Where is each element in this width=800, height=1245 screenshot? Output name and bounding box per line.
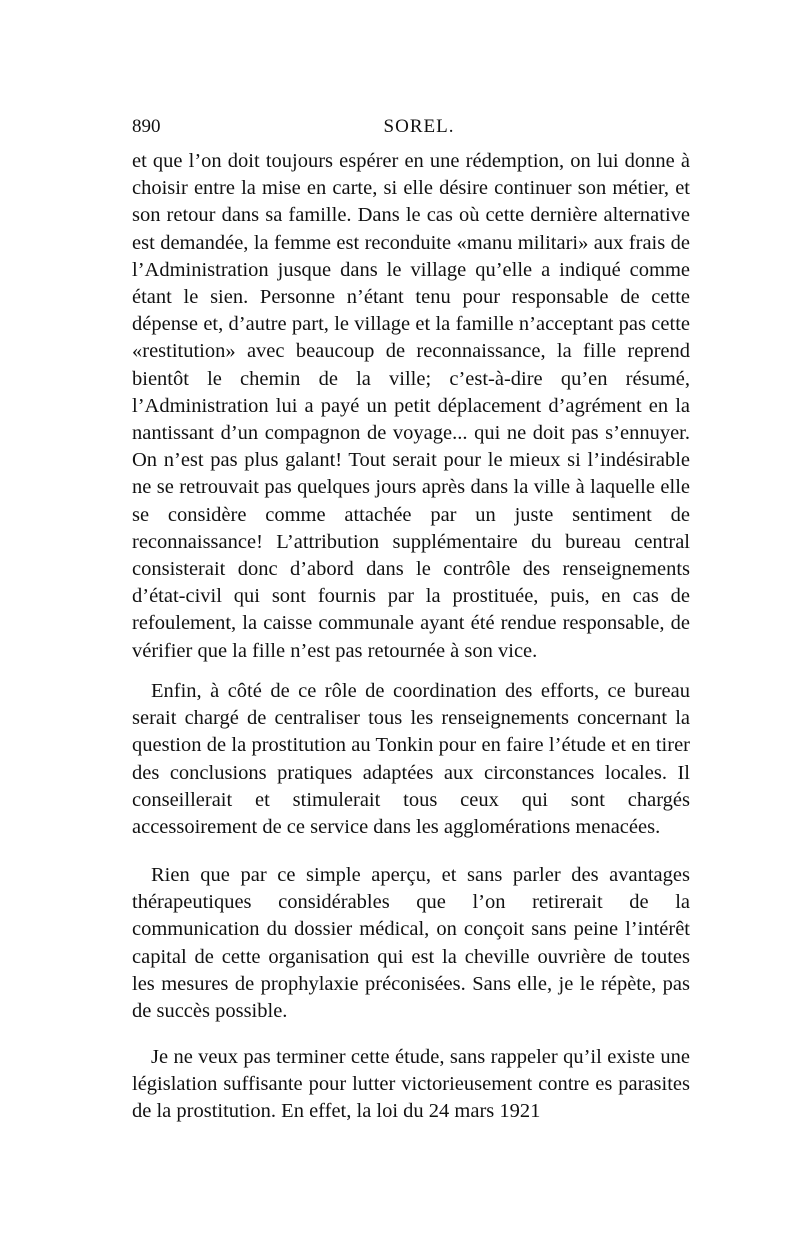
paragraph-2: Enfin, à côté de ce rôle de coordination des efforts, ce bureau serait chargé de centraliser tous les renseignements concernant la question de la prostitution au Tonkin pour en faire l’étude et en tirer des conclusions pratiques adaptées aux circonstances locales. Il conseillerait et stimulerait tous ceux qui sont chargés accessoirement de ce service dans les agglomérations menacées.	[132, 680, 690, 839]
page-header	[132, 112, 692, 142]
paragraph-3: Rien que par ce simple aperçu, et sans parler des avantages thérapeutiques considérables que l’on retirerait de la communication du dossier médical, on conçoit sans peine l’intérêt capital de cette organisation qui est la cheville ouvrière de toutes les mesures de prophylaxie préconisées. Sans elle, je le répète, pas de succès possible.	[132, 864, 690, 1023]
paragraph-4: Je ne veux pas terminer cette étude, sans rappeler qu’il existe une législation suffisante pour lutter victorieusement contre es parasites de la prostitution. En effet, la loi du 24 mars 1921	[132, 1046, 690, 1123]
running-head: SOREL.	[383, 116, 455, 137]
page-number: 890	[132, 116, 161, 137]
paragraph-1: et que l’on doit toujours espérer en une rédemption, on lui donne à choisir entre la mise en carte, si elle désire continuer son métier, et son retour dans sa famille. Dans le cas où cette dernière alternative est demandée, la femme est reconduite «manu militari» aux frais de l’Administration jusque dans le village qu’elle a indiqué comme étant le sien. Personne n’étant tenu pour responsable de cette dépense et, d’autre part, le village et la famille n’acceptant pas cette «restitution» avec beaucoup de reconnaissance, la fille reprend bientôt le chemin de la ville; c’est-à-dire qu’en résumé, l’Administration lui a payé un petit déplacement d’agrément en la nantissant d’un compagnon de voyage... qui ne doit pas s’ennuyer. On n’est pas plus galant! Tout serait pour le mieux si l’indésirable ne se retrouvait pas quelques jours après dans la ville à laquelle elle se considère comme attachée par un juste sentiment de reconnaissance! L’attribution supplémentaire du bureau central consisterait donc d’abord dans le contrôle des renseignements d’état-civil qui sont fournis par la prostituée, puis, en cas de refoulement, la caisse communale ayant été rendue responsable, de vérifier que la fille n’est pas retournée à son vice.	[132, 150, 690, 662]
